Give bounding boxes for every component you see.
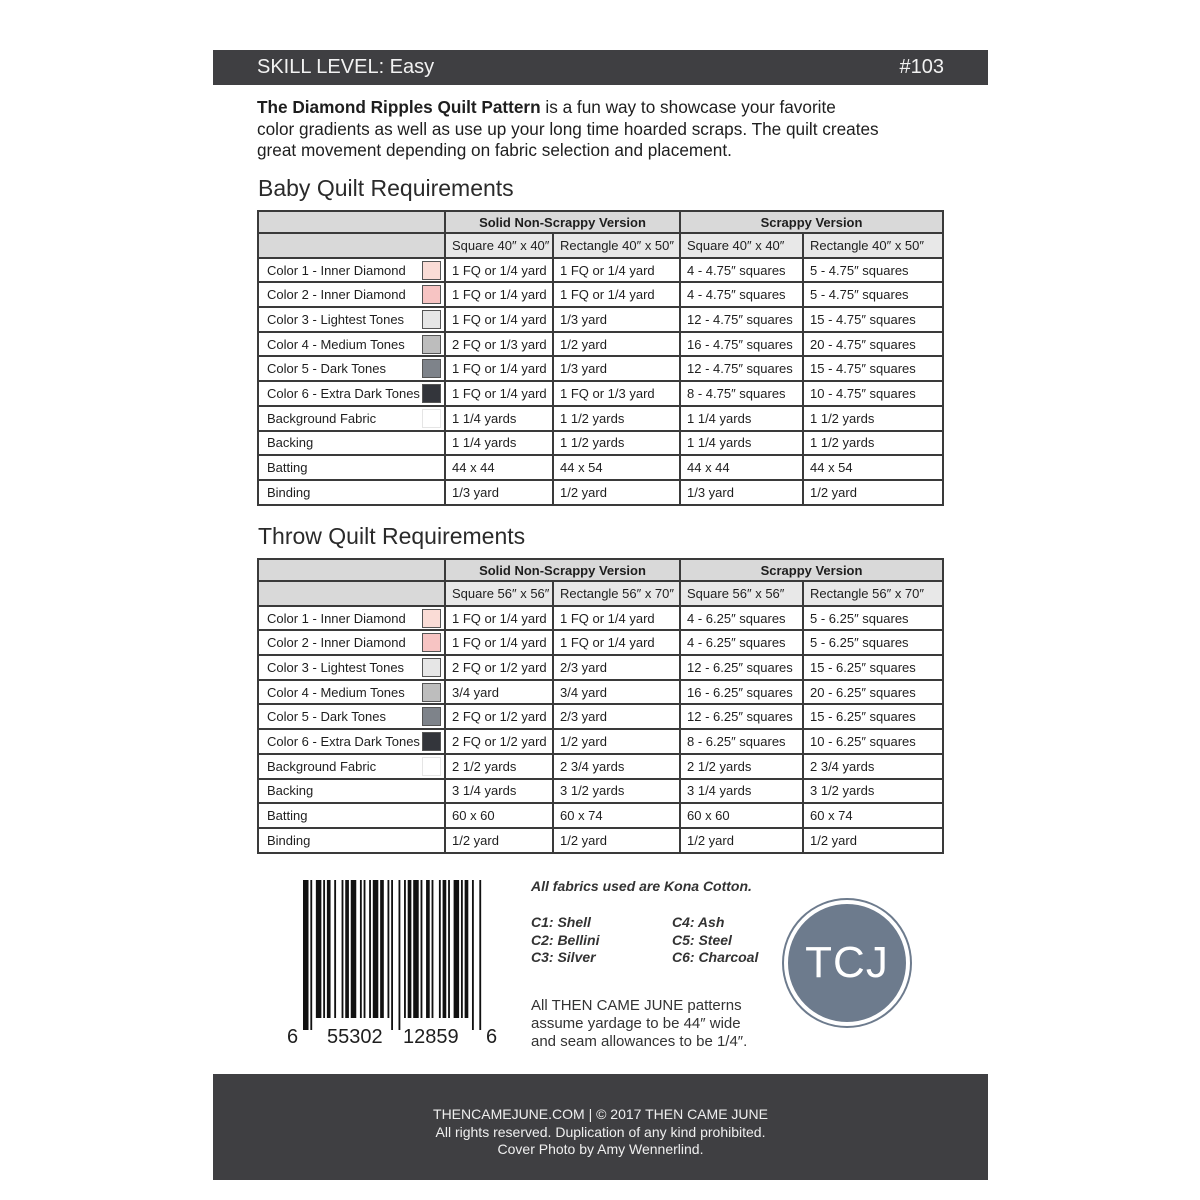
table-cell: 1/3 yard — [445, 480, 553, 505]
barcode-digits-left: 55302 — [327, 1026, 383, 1048]
row-label-cell — [258, 307, 445, 332]
color-swatch — [422, 609, 441, 628]
table-cell: 44 x 44 — [445, 455, 553, 480]
table-cell: 4 - 4.75″ squares — [680, 282, 803, 307]
table-cell: 60 x 60 — [445, 803, 553, 828]
table-cell: 1 1/2 yards — [803, 431, 943, 456]
table-cell: 3/4 yard — [553, 680, 680, 705]
table-row — [258, 307, 943, 332]
footer-copyright: THENCAMEJUNE.COM | © 2017 THEN CAME JUNE — [433, 1106, 768, 1122]
row-label-cell — [258, 406, 445, 431]
header-bar — [213, 50, 988, 85]
table-row — [258, 630, 943, 655]
row-label-cell — [258, 704, 445, 729]
table-cell: 3 1/4 yards — [445, 779, 553, 804]
table-cell: 1 1/4 yards — [680, 431, 803, 456]
table-cell: 1 FQ or 1/4 yard — [553, 630, 680, 655]
row-label-cell — [258, 282, 445, 307]
pattern-back-page — [213, 50, 988, 1180]
table-cell: 12 - 4.75″ squares — [680, 356, 803, 381]
table-row — [258, 704, 943, 729]
footer-photo-credit: Cover Photo by Amy Wennerlind. — [497, 1141, 704, 1157]
table-cell: 3/4 yard — [445, 680, 553, 705]
barcode-digit-last: 6 — [486, 1026, 498, 1048]
throw-requirements-table — [257, 558, 944, 854]
table-cell: 3 1/2 yards — [803, 779, 943, 804]
group-header-solid: Solid Non-Scrappy Version — [445, 211, 680, 233]
size-header: Rectangle 40″ x 50″ — [553, 233, 680, 258]
table-cell: 20 - 6.25″ squares — [803, 680, 943, 705]
table-cell: 10 - 6.25″ squares — [803, 729, 943, 754]
table-cell: 1 1/4 yards — [445, 431, 553, 456]
baby-requirements-table — [257, 210, 944, 506]
barcode-digit-first: 6 — [287, 1026, 299, 1048]
table-cell: 15 - 6.25″ squares — [803, 655, 943, 680]
intro-paragraph — [257, 97, 957, 162]
table-cell: 5 - 6.25″ squares — [803, 630, 943, 655]
table-row — [258, 431, 943, 456]
table-row — [258, 455, 943, 480]
table-cell: 4 - 6.25″ squares — [680, 630, 803, 655]
row-label: Color 5 - Dark Tones — [267, 709, 386, 725]
row-label: Color 6 - Extra Dark Tones — [267, 385, 420, 401]
table-cell: 1/2 yard — [553, 332, 680, 357]
group-header-solid: Solid Non-Scrappy Version — [445, 559, 680, 581]
table-cell: 16 - 6.25″ squares — [680, 680, 803, 705]
table-cell: 1/3 yard — [553, 356, 680, 381]
row-label: Color 6 - Extra Dark Tones — [267, 733, 420, 749]
row-label: Background Fabric — [267, 410, 377, 426]
row-label-cell — [258, 655, 445, 680]
table-cell: 44 x 54 — [803, 455, 943, 480]
table-cell: 15 - 6.25″ squares — [803, 704, 943, 729]
table-cell: 1 1/4 yards — [445, 406, 553, 431]
group-header-scrappy: Scrappy Version — [680, 211, 943, 233]
corner-cell — [258, 233, 445, 258]
table-cell: 1 FQ or 1/4 yard — [553, 282, 680, 307]
table-row — [258, 480, 943, 505]
table-cell: 60 x 74 — [803, 803, 943, 828]
table-cell: 2/3 yard — [553, 655, 680, 680]
row-label-cell — [258, 381, 445, 406]
table-row — [258, 332, 943, 357]
color-swatch — [422, 285, 441, 304]
table-row — [258, 655, 943, 680]
table-cell: 2 1/2 yards — [680, 754, 803, 779]
table-row — [258, 406, 943, 431]
row-label-cell — [258, 480, 445, 505]
row-label-cell — [258, 431, 445, 456]
table-cell: 60 x 60 — [680, 803, 803, 828]
skill-level: SKILL LEVEL: Easy — [257, 56, 435, 78]
table-cell: 1/2 yard — [680, 828, 803, 853]
table-cell: 12 - 6.25″ squares — [680, 655, 803, 680]
table-cell: 8 - 4.75″ squares — [680, 381, 803, 406]
table-cell: 60 x 74 — [553, 803, 680, 828]
row-label-cell — [258, 754, 445, 779]
row-label: Background Fabric — [267, 758, 377, 774]
table-cell: 2 FQ or 1/2 yard — [445, 655, 553, 680]
color-swatch — [422, 359, 441, 378]
row-label-cell — [258, 680, 445, 705]
color-swatch — [422, 633, 441, 652]
table-cell: 1 FQ or 1/4 yard — [445, 307, 553, 332]
pattern-number: #103 — [899, 56, 944, 78]
row-label-cell — [258, 630, 445, 655]
barcode-digits-right: 12859 — [403, 1026, 459, 1048]
table-cell: 20 - 4.75″ squares — [803, 332, 943, 357]
table-row — [258, 282, 943, 307]
table-cell: 15 - 4.75″ squares — [803, 356, 943, 381]
table-cell: 4 - 4.75″ squares — [680, 258, 803, 283]
table-cell: 2 1/2 yards — [445, 754, 553, 779]
table-cell: 12 - 4.75″ squares — [680, 307, 803, 332]
table-cell: 4 - 6.25″ squares — [680, 606, 803, 631]
table-cell: 2 3/4 yards — [553, 754, 680, 779]
row-label: Color 2 - Inner Diamond — [267, 287, 406, 303]
fabric-note: All fabrics used are Kona Cotton. — [531, 878, 752, 894]
row-label-cell — [258, 803, 445, 828]
table-row — [258, 680, 943, 705]
table-cell: 10 - 4.75″ squares — [803, 381, 943, 406]
table-row — [258, 803, 943, 828]
row-label-cell — [258, 258, 445, 283]
size-header: Square 56″ x 56″ — [680, 581, 803, 606]
intro-line2: color gradients as well as use up your long time hoarded scraps. The quilt creates — [257, 118, 879, 139]
table-row — [258, 258, 943, 283]
color-swatch — [422, 409, 441, 428]
table-cell: 5 - 6.25″ squares — [803, 606, 943, 631]
color-swatch — [422, 261, 441, 280]
tcj-logo: TCJ — [784, 900, 910, 1026]
color-key-c5: C5: Steel — [672, 931, 732, 948]
color-swatch — [422, 658, 441, 677]
table-cell: 3 1/2 yards — [553, 779, 680, 804]
table-cell: 1/3 yard — [553, 307, 680, 332]
color-swatch — [422, 707, 441, 726]
table-cell: 1 FQ or 1/4 yard — [553, 258, 680, 283]
color-key-c4: C4: Ash — [672, 914, 725, 930]
table-cell: 1/2 yard — [445, 828, 553, 853]
corner-cell — [258, 581, 445, 606]
row-label-cell — [258, 606, 445, 631]
corner-cell — [258, 559, 445, 581]
table-cell: 16 - 4.75″ squares — [680, 332, 803, 357]
color-key-c2: C2: Bellini — [531, 931, 600, 948]
color-swatch — [422, 732, 441, 751]
row-label-cell — [258, 356, 445, 381]
color-key-c6: C6: Charcoal — [672, 949, 759, 965]
row-label: Color 1 - Inner Diamond — [267, 262, 406, 278]
table-row — [258, 356, 943, 381]
table-cell: 1/2 yard — [803, 828, 943, 853]
corner-cell — [258, 211, 445, 233]
table-row — [258, 606, 943, 631]
table-cell: 44 x 44 — [680, 455, 803, 480]
table-row — [258, 754, 943, 779]
table-cell: 1 1/2 yards — [803, 406, 943, 431]
table-cell: 2 FQ or 1/2 yard — [445, 704, 553, 729]
barcode — [303, 880, 483, 1030]
table-cell: 1/2 yard — [803, 480, 943, 505]
table-cell: 1 FQ or 1/3 yard — [553, 381, 680, 406]
row-label: Binding — [267, 484, 311, 500]
table-cell: 5 - 4.75″ squares — [803, 282, 943, 307]
intro-title: The Diamond Ripples Quilt Pattern — [257, 97, 541, 117]
baby-section-title: Baby Quilt Requirements — [258, 175, 514, 201]
table-cell: 2 FQ or 1/2 yard — [445, 729, 553, 754]
row-label-cell — [258, 828, 445, 853]
table-cell: 1 FQ or 1/4 yard — [445, 258, 553, 283]
table-row — [258, 779, 943, 804]
table-cell: 15 - 4.75″ squares — [803, 307, 943, 332]
table-cell: 1 FQ or 1/4 yard — [445, 381, 553, 406]
color-swatch — [422, 683, 441, 702]
row-label-cell — [258, 729, 445, 754]
table-cell: 1 FQ or 1/4 yard — [445, 282, 553, 307]
intro-line3: great movement depending on fabric selection and placement. — [257, 140, 732, 160]
row-label: Binding — [267, 832, 311, 848]
table-cell: 2/3 yard — [553, 704, 680, 729]
row-label-cell — [258, 332, 445, 357]
size-header: Rectangle 40″ x 50″ — [803, 233, 943, 258]
table-cell: 1/2 yard — [553, 729, 680, 754]
disclaimer-line2: assume yardage to be 44″ wide — [531, 1015, 741, 1032]
group-header-scrappy: Scrappy Version — [680, 559, 943, 581]
size-header: Square 40″ x 40″ — [680, 233, 803, 258]
table-cell: 5 - 4.75″ squares — [803, 258, 943, 283]
row-label-cell — [258, 779, 445, 804]
table-row — [258, 828, 943, 853]
row-label: Color 3 - Lightest Tones — [267, 659, 405, 675]
table-cell: 8 - 6.25″ squares — [680, 729, 803, 754]
row-label: Color 4 - Medium Tones — [267, 336, 405, 352]
color-swatch — [422, 335, 441, 354]
size-header: Rectangle 56″ x 70″ — [553, 581, 680, 606]
row-label: Color 3 - Lightest Tones — [267, 311, 405, 327]
table-cell: 1/2 yard — [553, 480, 680, 505]
size-header: Rectangle 56″ x 70″ — [803, 581, 943, 606]
table-cell: 3 1/4 yards — [680, 779, 803, 804]
color-swatch — [422, 384, 441, 403]
color-swatch — [422, 310, 441, 329]
row-label: Batting — [267, 808, 308, 824]
table-cell: 1/2 yard — [553, 828, 680, 853]
footer-bar — [213, 1074, 988, 1180]
row-label: Color 2 - Inner Diamond — [267, 635, 406, 651]
table-row — [258, 381, 943, 406]
table-cell: 1 FQ or 1/4 yard — [553, 606, 680, 631]
row-label: Backing — [267, 783, 314, 799]
row-label: Color 1 - Inner Diamond — [267, 610, 406, 626]
table-cell: 1 1/2 yards — [553, 431, 680, 456]
table-cell: 1 1/2 yards — [553, 406, 680, 431]
row-label: Color 4 - Medium Tones — [267, 684, 405, 700]
table-cell: 1 FQ or 1/4 yard — [445, 606, 553, 631]
row-label: Backing — [267, 435, 314, 451]
row-label-cell — [258, 455, 445, 480]
throw-section-title: Throw Quilt Requirements — [258, 523, 526, 549]
table-cell: 1 1/4 yards — [680, 406, 803, 431]
table-cell: 1/3 yard — [680, 480, 803, 505]
table-cell: 1 FQ or 1/4 yard — [445, 356, 553, 381]
footer-rights: All rights reserved. Duplication of any kind prohibited. — [435, 1123, 766, 1140]
table-row — [258, 729, 943, 754]
table-cell: 1 FQ or 1/4 yard — [445, 630, 553, 655]
disclaimer-line3: and seam allowances to be 1/4″. — [531, 1033, 748, 1050]
table-cell: 2 FQ or 1/3 yard — [445, 332, 553, 357]
color-key-c3: C3: Silver — [531, 949, 596, 965]
yardage-disclaimer — [531, 997, 791, 1051]
size-header: Square 40″ x 40″ — [445, 233, 553, 258]
color-key-c1: C1: Shell — [531, 914, 591, 930]
table-cell: 44 x 54 — [553, 455, 680, 480]
size-header: Square 56″ x 56″ — [445, 581, 553, 606]
table-cell: 2 3/4 yards — [803, 754, 943, 779]
row-label: Batting — [267, 460, 308, 476]
intro-line1: is a fun way to showcase your favorite — [540, 97, 836, 117]
table-cell: 12 - 6.25″ squares — [680, 704, 803, 729]
row-label: Color 5 - Dark Tones — [267, 361, 386, 377]
disclaimer-line1: All THEN CAME JUNE patterns — [531, 997, 742, 1014]
color-swatch — [422, 757, 441, 776]
